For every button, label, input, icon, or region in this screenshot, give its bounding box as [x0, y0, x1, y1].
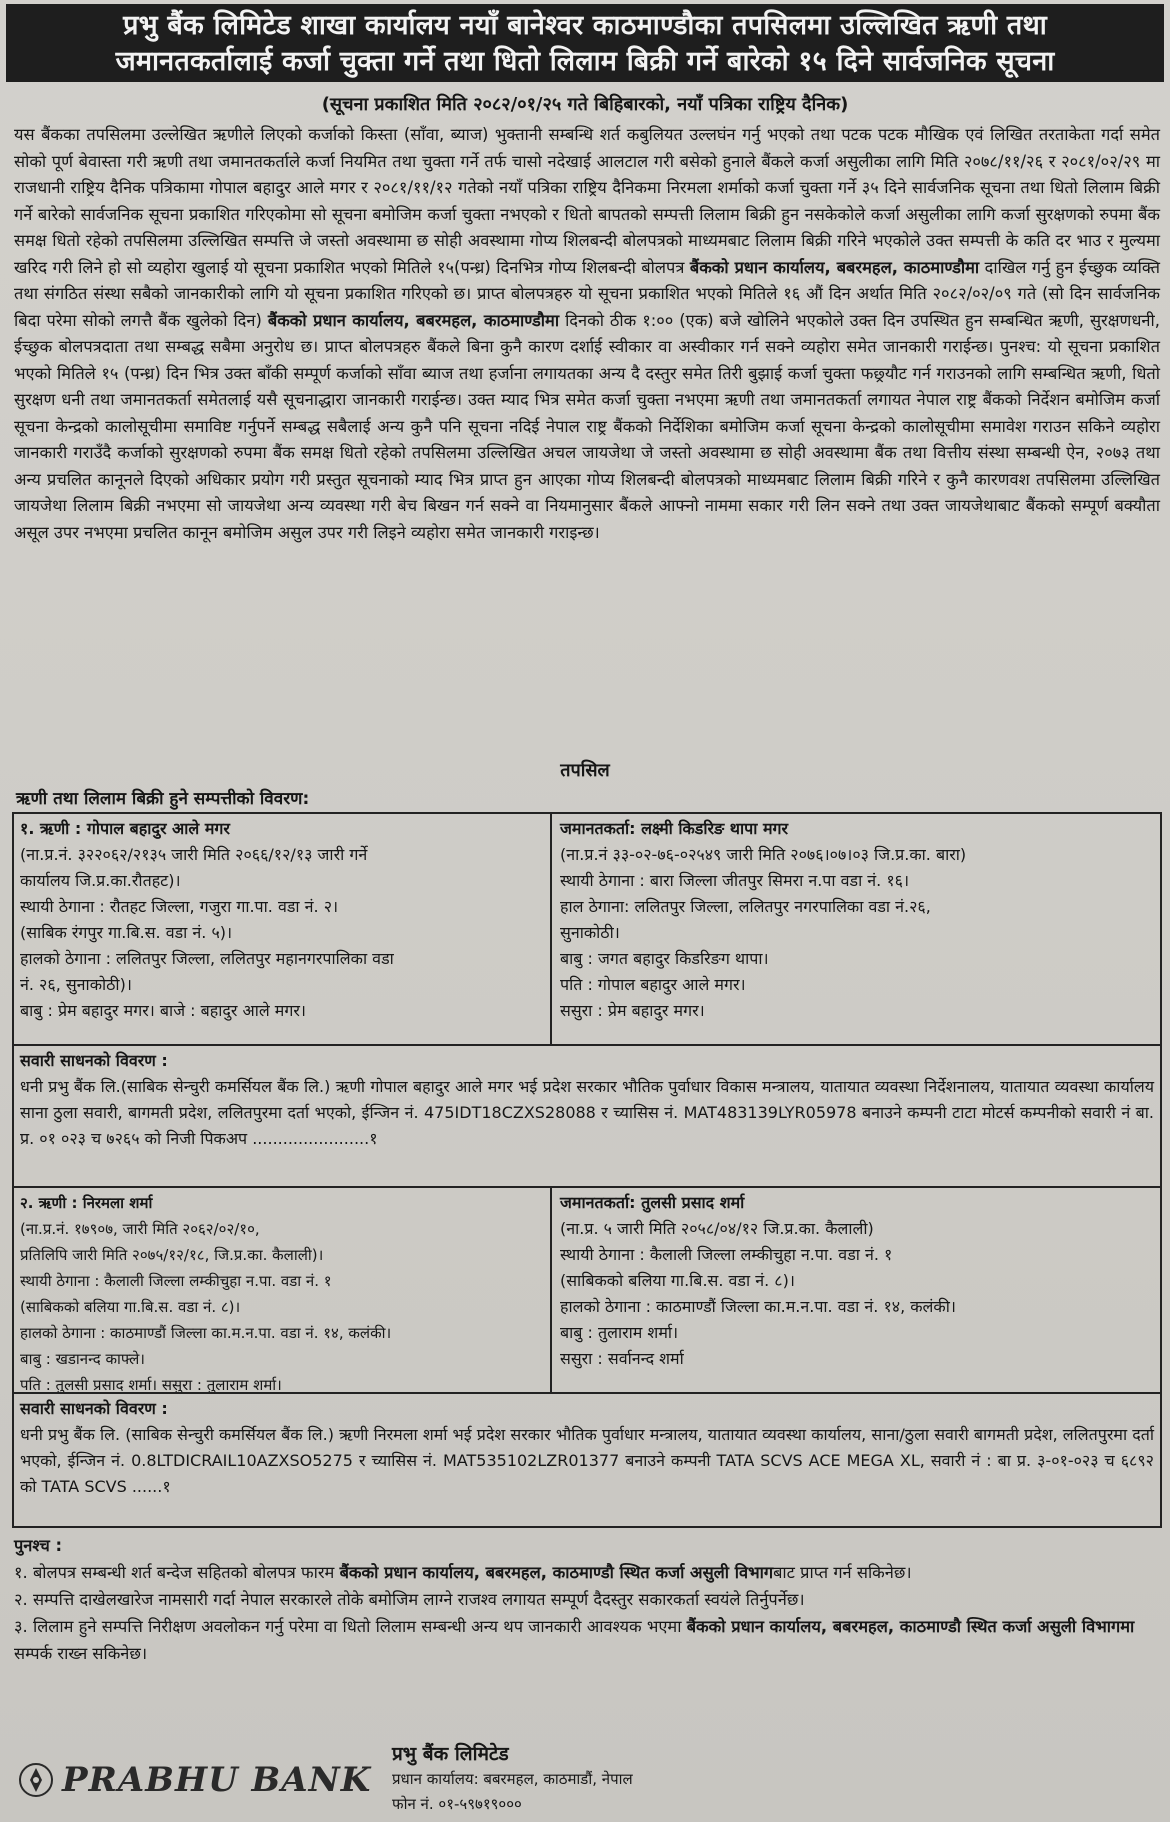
- guarantor-2-cell: [554, 1188, 1160, 1374]
- notice-body: [14, 122, 1160, 546]
- borrower-1-line: बाबु : प्रेम बहादुर मगर। बाजे : बहादुर आले मगर।: [20, 1001, 306, 1020]
- note-1-bold: बैंकको प्रधान कार्यालय, बबरमहल, काठमाण्डौ स्थित कर्जा असुली विभाग: [339, 1563, 774, 1582]
- borrower-1-line: कार्यालय जि.प्र.का.रौतहट)।: [20, 871, 181, 890]
- borrower-2-cell: [14, 1188, 550, 1400]
- vehicle-1-cell: [14, 1046, 1160, 1154]
- vehicle-1-title: सवारी साधनको विवरण :: [20, 1051, 168, 1070]
- body-paragraph-1: यस बैंकका तपसिलमा उल्लेखित ऋणीले लिएको कर्जाको किस्ता (साँवा, ब्याज) भुक्तानी सम्बन्धि शर्त कबुलियत उल्लघंन गर्नु भएको तथा पटक पटक मौखिक एवं लिखित तरताकेता गर्दा समेत सोको पूर्ण बेवास्ता गरी ऋणी तथा जमानतकर्ताले कर्जा नियमित तथा चुक्ता गर्ने तर्फ चासो नदेखाई आलटाल गरी बसेको हुनाले बैंकले कर्जा असुलीका लागि मिति २०७८/११/२६ र २०८१/०२/२९ मा राजधानी राष्ट्रिय दैनिक पत्रिकामा गोपाल बहादुर आले मगर र २०८१/११/१२ गतेको नयाँ पत्रिका राष्ट्रिय दैनिकमा निरमला शर्माको कर्जा चुक्ता गर्ने ३५ दिने सार्वजनिक सूचना तथा धितो लिलाम बिक्री गर्ने बारेको सार्वजनिक सूचना प्रकाशित गरिएकोमा सो सूचना बमोजिम कर्जा चुक्ता नभएको र धितो बापतको सम्पत्ती लिलाम बिक्री हुन नसकेकोले कर्जा असुलीका लागि कर्जा सुरक्षणको रुपमा बैंक समक्ष धितो रहेको तपसिलमा उल्लिखित सम्पत्ति जे जस्तो अवस्थामा छ सोही अवस्थामा गोप्य शिलबन्दी बोलपत्रको माध्यमबाट लिलाम बिक्री गरिने भएकोले उक्त सम्पत्ती के कति दर भाउ र मुल्यमा खरिद गरी लिने हो सो व्यहोरा खुलाई यो सूचना प्रकाशित भएको मितिले १५(पन्ध्र) दिनभित्र गोप्य शिलबन्दी बोलपत्र: [14, 125, 1160, 277]
- notice-header: [6, 4, 1164, 82]
- borrower-1-line: स्थायी ठेगाना : रौतहट जिल्ला, गजुरा गा.पा. वडा नं. २।: [20, 897, 339, 916]
- borrower-2-line: प्रतिलिपि जारी मिति २०७५/१२/१८, जि.प्र.का. कैलाली)।: [20, 1246, 324, 1264]
- guarantor-1-title: जमानतकर्ता: लक्ष्मी किडरिङ थापा मगर: [560, 819, 789, 838]
- vehicle-1-box: [12, 1044, 1162, 1188]
- notes-list: [14, 1559, 1160, 1667]
- guarantor-2-line: ससुरा : सर्वानन्द शर्मा: [560, 1349, 684, 1368]
- table-divider: [550, 814, 552, 1044]
- borrower-1-line: (साबिक रंगपुर गा.बि.स. वडा नं. ५)।: [20, 923, 233, 942]
- header-line-2: जमानतकर्तालाई कर्जा चुक्ता गर्ने तथा धितो लिलाम बिक्री गर्ने बारेको १५ दिने सार्वजनिक सूचना: [115, 46, 1055, 77]
- note-item: १. बोलपत्र सम्बन्धी शर्त बन्देज सहितको बोलपत्र फारम बैंकको प्रधान कार्यालय, बबरमहल, काठमाण्डौ स्थित कर्जा असुली विभागबाट प्राप्त गर्न सकिनेछ।: [14, 1563, 912, 1582]
- note-item: २. सम्पत्ति दाखेलखारेज नामसारी गर्दा नेपाल सरकारले तोके बमोजिम लाग्ने राजश्व लगायत सम्पूर्ण दैदस्तुर सकारकर्ता स्वयंले तिर्नुपर्नेछ।: [14, 1590, 805, 1609]
- vehicle-2-title: सवारी साधनको विवरण :: [20, 1399, 168, 1418]
- bank-name: प्रभु बैंक लिमिटेड: [392, 1743, 509, 1765]
- note-1-post: बाट प्राप्त गर्न सकिनेछ।: [773, 1563, 912, 1582]
- guarantor-2-line: हालको ठेगाना : काठमाण्डौं जिल्ला का.म.न.पा. वडा नं. १४, कलंकी।: [560, 1297, 956, 1316]
- guarantor-1-line: बाबु : जगत बहादुर किडरिङग थापा।: [560, 949, 769, 968]
- body-paragraph-3: दिनको ठीक १:०० (एक) बजे खोलिने भएकोले उक्त दिन उपस्थित हुन सम्बन्धित ऋणी, सुरक्षणधनी, ईच्छुक बोलपत्रदाता तथा सम्बद्ध सबैमा अनुरोध छ। प्राप्त बोलपत्रहरु बैंकले बिना कुनै कारण दर्शाई स्वीकार वा अस्वीकार गर्न सक्ने व्यहोरा समेत जानकारी गराईन्छ। पुनश्च: यो सूचना प्रकाशित भएको मितिले १५ (पन्ध्र) दिन भित्र उक्त बाँकी सम्पूर्ण कर्जाको साँवा ब्याज तथा हर्जाना लगायतका अन्य दै दस्तुर समेत तिरी बुझाई कर्जा चुक्ता फछ्र्यौट गर्न गराउनको लागि सम्बन्धित ऋणी, धितो सुरक्षण धनी तथा जमानतकर्ता समेतलाई यसै सूचनाद्धारा जानकारी गराईन्छ। उक्त म्याद भित्र समेत कर्जा चुक्ता नभएमा ऋणी तथा जमानतकर्ता लगायत नेपाल राष्ट्र बैंकको निर्देशन बमोजिम कर्जा सूचना केन्द्रको कालोसूचीमा समाविष्ट गर्नुपर्ने सम्बद्ध सबैलाई अन्य कुनै पनि सूचना नदिई नेपाल राष्ट्र बैंकको निर्देशिका बमोजिम कर्जा सूचना केन्द्रको कालोसूचीमा समावेश गराउन सकिने व्यहोरा जानकारी गराउँदै कर्जाको सुरक्षणको रुपमा बैंक समक्ष धितो रहेको तपसिलमा उल्लिखित अचल जायजेथा जे जस्तो अवस्थामा छ सोही अवस्थामा बैंक तथा वित्तीय संस्था सम्बन्धी ऐन, २०७३ तथा अन्य प्रचलित कानूनले दिएको अधिकार प्रयोग गरी प्रस्तुत सूचनाको म्याद भित्र प्राप्त हुन आएका गोप्य शिलबन्दी बोलपत्रको माध्यमबाट लिलाम बिक्री गरिने र कुनै कारणवश तपसिलमा उल्लिखित जायजेथा लिलाम बिक्री नभएमा सो जायजेथा अन्य व्यवस्था गरी बेच बिखन गर्न सक्ने वा नियमानुसार बैंकले आफ्नो नाममा सकार गरी लिन सक्ने तथा उक्त जायजेथाबाट बैंकको सम्पूर्ण बक्यौता असूल उपर नभएमा प्रचलित कानून बमोजिम असुल उपर गरी लिइने व्यहोरा समेत जानकारी गराइन्छ।: [14, 310, 1160, 542]
- prabhu-bank-emblem-icon: [18, 1762, 54, 1798]
- guarantor-1-line: पति : गोपाल बहादुर आले मगर।: [560, 975, 746, 994]
- borrower-2-table: [12, 1186, 1162, 1394]
- borrower-1-title: १. ऋणी : गोपाल बहादुर आले मगर: [20, 819, 230, 838]
- borrower-1-line: (ना.प्र.नं. ३२२०६२/२१३५ जारी मिति २०६६/१२/१३ जारी गर्ने: [20, 845, 368, 864]
- guarantor-1-cell: [554, 814, 1160, 1026]
- guarantor-2-line: (साबिकको बलिया गा.बि.स. वडा नं. ८)।: [560, 1271, 795, 1290]
- guarantor-1-line: (ना.प्र.नं ३३-०२-७६-०२५४९ जारी मिति २०७६।०७।०३ जि.प्र.का. बारा): [560, 845, 967, 864]
- publication-subheading: (सूचना प्रकाशित मिति २०८२/०१/२५ गते बिहिबारको, नयाँ पत्रिका राष्ट्रिय दैनिक): [321, 94, 849, 115]
- note-3-post: सम्पर्क राख्न सकिनेछ।: [14, 1644, 148, 1663]
- guarantor-1-line: ससुरा : प्रेम बहादुर मगर।: [560, 1001, 705, 1020]
- note-3-pre: लिलाम हुने सम्पत्ति निरीक्षण अवलोकन गर्नु परेमा वा धितो लिलाम सम्बन्धी अन्य थप जानकारी आवश्यक भएमा: [32, 1617, 687, 1636]
- prabhu-bank-logo: [18, 1756, 374, 1804]
- vehicle-2-text: धनी प्रभु बैंक लि. (साबिक सेन्चुरी कमर्सियल बैंक लि.) ऋणी निरमला शर्मा भई प्रदेश सरकार भौतिक पुर्वाधार मन्त्रालय, यातायात व्यवस्था कार्यालय, साना/ठुला सवारी बागमती प्रदेश, ललितपुरमा दर्ता भएको, ईन्जिन नं. 0.8LTDICRAIL10AZXSO5275 र च्यासिस नं. MAT535102LZR01377 बनाउने कम्पनी TATA SCVS ACE MEGA XL, सवारी नं : बा प्र. ३-०१-०२३ च ६८९२ को TATA SCVS ......१: [20, 1425, 1154, 1496]
- property-section-title: ऋणी तथा लिलाम बिक्री हुने सम्पत्तीको विवरण:: [16, 789, 310, 809]
- guarantor-2-title: जमानतकर्ता: तुलसी प्रसाद शर्मा: [560, 1193, 745, 1212]
- guarantor-2-line: स्थायी ठेगाना : कैलाली जिल्ला लम्कीचुहा न.पा. वडा नं. १: [560, 1245, 893, 1264]
- logo-wordmark: PRABHU BANK: [62, 1760, 372, 1800]
- body-paragraph-2: दाखिल गर्नु हुन ईच्छुक व्यक्ति तथा संगठित संस्था सबैको जानकारीको लागि यो सूचना प्रकाशित गरिएको छ। प्राप्त बोलपत्रहरु यो सूचना प्रकाशित भएको मितिले १६ औं दिन अर्थात मिति २०८२/०२/०९ गते (सो दिन सार्वजनिक बिदा परेमा सोको लगत्तै बैंक खुलेको दिन): [14, 257, 1160, 330]
- borrower-2-line: हालको ठेगाना : काठमाण्डौं जिल्ला का.म.न.पा. वडा नं. १४, कलंकी।: [20, 1324, 392, 1342]
- note-2-pre: सम्पत्ति दाखेलखारेज नामसारी गर्दा नेपाल सरकारले तोके बमोजिम लाग्ने राजश्व लगायत सम्पूर्ण दैदस्तुर सकारकर्ता स्वयंले तिर्नुपर्नेछ।: [32, 1590, 805, 1609]
- body-bold-1: बैंकको प्रधान कार्यालय, बबरमहल, काठमाण्डौमा: [689, 257, 980, 277]
- borrower-2-line: बाबु : खडानन्द काफ्ले।: [20, 1350, 145, 1368]
- borrower-1-line: नं. २६, सुनाकोठी)।: [20, 975, 132, 994]
- note-3-bold: बैंकको प्रधान कार्यालय, बबरमहल, काठमाण्डौ स्थित कर्जा असुली विभागमा: [686, 1617, 1135, 1636]
- note-1-pre: बोलपत्र सम्बन्धी शर्त बन्देज सहितको बोलपत्र फारम: [32, 1563, 340, 1582]
- borrower-2-line: स्थायी ठेगाना : कैलाली जिल्ला लम्कीचुहा न.पा. वडा नं. १: [20, 1272, 332, 1290]
- borrower-2-line: (साबिकको बलिया गा.बि.स. वडा नं. ८)।: [20, 1298, 241, 1316]
- guarantor-1-line: हाल ठेगाना: ललितपुर जिल्ला, ललितपुर नगरपालिका वडा नं.२६,: [560, 897, 931, 916]
- bank-contact-info: [392, 1742, 892, 1817]
- vehicle-2-cell: [14, 1394, 1160, 1502]
- postscript-notes: [14, 1532, 1160, 1667]
- notes-title: पुनश्च :: [14, 1536, 63, 1555]
- body-bold-2: बैंकको प्रधान कार्यालय, बबरमहल, काठमाण्डौमा: [267, 310, 560, 330]
- bank-phone: फोन नं. ०१-५९७१९०००: [392, 1795, 522, 1813]
- vehicle-2-box: [12, 1392, 1162, 1528]
- note-item: ३. लिलाम हुने सम्पत्ति निरीक्षण अवलोकन गर्नु परेमा वा धितो लिलाम सम्बन्धी अन्य थप जानकारी आवश्यक भएमा बैंकको प्रधान कार्यालय, बबरमहल, काठमाण्डौ स्थित कर्जा असुली विभागमा सम्पर्क राख्न सकिनेछ।: [14, 1617, 1135, 1663]
- schedule-heading: तपसिल: [560, 760, 610, 781]
- guarantor-1-line: सुनाकोठी।: [560, 923, 620, 942]
- borrower-2-title: २. ऋणी : निरमला शर्मा: [20, 1194, 153, 1212]
- guarantor-2-line: बाबु : तुलाराम शर्मा।: [560, 1323, 679, 1342]
- bank-address: प्रधान कार्यालय: बबरमहल, काठमाडौं, नेपाल: [392, 1770, 633, 1788]
- borrower-1-line: हालको ठेगाना : ललितपुर जिल्ला, ललितपुर महानगरपालिका वडा: [20, 949, 394, 968]
- notice-footer: [8, 1740, 1162, 1820]
- guarantor-2-line: (ना.प्र. ५ जारी मिति २०५८/०४/१२ जि.प्र.का. कैलाली): [560, 1219, 874, 1238]
- borrower-1-cell: [14, 814, 550, 1026]
- table-divider: [550, 1188, 552, 1392]
- vehicle-1-text: धनी प्रभु बैंक लि.(साबिक सेन्चुरी कमर्सियल बैंक लि.) ऋणी गोपाल बहादुर आले मगर भई प्रदेश सरकार भौतिक पुर्वाधार विकास मन्त्रालय, यातायात व्यवस्था निर्देशनालय, यातायात व्यवस्था कार्यालय साना ठुला सवारी, बागमती प्रदेश, ललितपुरमा दर्ता भएको, ईन्जिन नं. 475IDT18CZXS28088 र च्यासिस नं. MAT483139LYR05978 बनाउने कम्पनी टाटा मोटर्स कम्पनीको सवारी नं बा. प्र. ०१ ०२३ च ७२६५ को निजी पिकअप .......................१: [20, 1077, 1154, 1148]
- header-line-1: प्रभु बैंक लिमिटेड शाखा कार्यालय नयाँ बानेश्वर काठमाण्डौका तपसिलमा उल्लिखित ऋणी तथा: [123, 10, 1047, 41]
- borrower-2-line: पति : तुलसी प्रसाद शर्मा। ससुरा : तुलाराम शर्मा।: [20, 1376, 282, 1394]
- borrower-1-table: [12, 812, 1162, 1046]
- borrower-2-line: (ना.प्र.नं. १७९०७, जारी मिति २०६२/०२/१०,: [20, 1220, 260, 1238]
- guarantor-1-line: स्थायी ठेगाना : बारा जिल्ला जीतपुर सिमरा न.पा वडा नं. १६।: [560, 871, 910, 890]
